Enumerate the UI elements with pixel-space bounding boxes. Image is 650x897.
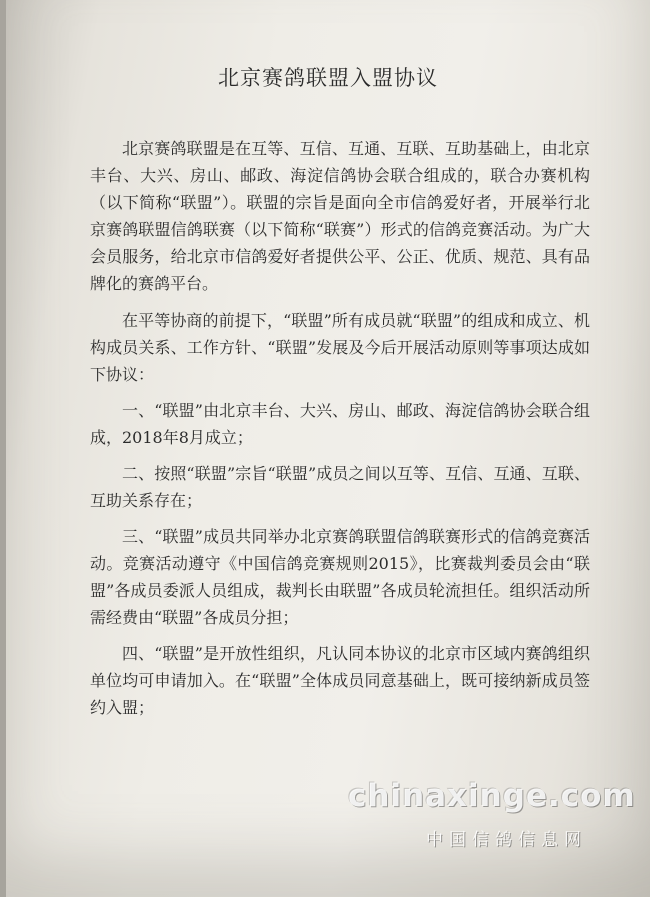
watermark-latin: chinaxinge.com (348, 778, 636, 814)
clause-1: 一、“联盟”由北京丰台、大兴、房山、邮政、海淀信鸽协会联合组成，2018年8月成立； (90, 401, 590, 447)
watermark-chinese: 中国信鸽信息网 (426, 830, 587, 850)
document-sheet (6, 0, 650, 897)
intro-paragraph: 北京赛鸽联盟是在互等、互信、互通、互联、互助基础上，由北京丰台、大兴、房山、邮政、海淀信鸽协会联合组成的，联合办赛机构（以下简称“联盟”）。联盟的宗旨是面向全市信鸽爱好者，开展举行北京赛鸽联盟信鸽联赛（以下简称“联赛”）形式的信鸽竞赛活动。为广大会员服务，给北京市信鸽爱好者提供公平、公正、优质、规范、具有品牌化的赛鸽平台。 (90, 139, 590, 293)
document-body (90, 135, 590, 730)
document-title: 北京赛鸽联盟入盟协议 (218, 66, 438, 90)
clause-4: 四、“联盟”是开放性组织，凡认同本协议的北京市区域内赛鸽组织单位均可申请加入。在“联盟”全体成员同意基础上，既可接纳新成员签约入盟； (90, 644, 590, 717)
preamble-paragraph: 在平等协商的前提下，“联盟”所有成员就“联盟”的组成和成立、机构成员关系、工作方针、“联盟”发展及今后开展活动原则等事项达成如下协议： (90, 311, 590, 384)
clause-3: 三、“联盟”成员共同举办北京赛鸽联盟信鸽联赛形式的信鸽竞赛活动。竞赛活动遵守《中国信鸽竞赛规则2015》，比赛裁判委员会由“联盟”各成员委派人员组成，裁判长由联盟”各成员轮流担任。组织活动所需经费由“联盟”各成员分担； (90, 527, 590, 627)
clause-2: 二、按照“联盟”宗旨“联盟”成员之间以互等、互信、互通、互联、互助关系存在； (90, 464, 590, 510)
